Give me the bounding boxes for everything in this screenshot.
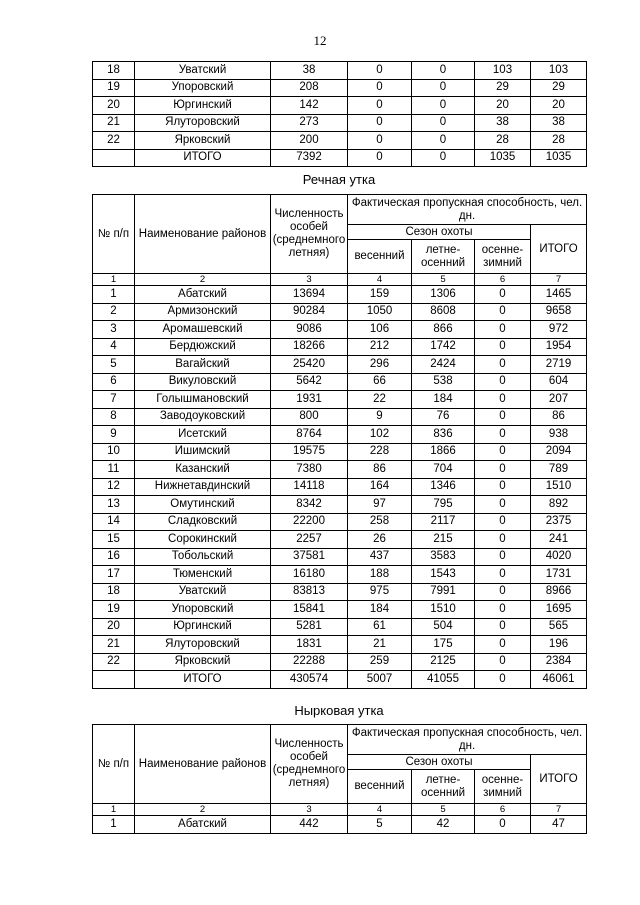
cell-summer-autumn: 2117: [412, 513, 475, 531]
cell-spring: 0: [348, 97, 412, 115]
cell-total: 2094: [531, 443, 587, 461]
table-row: [93, 478, 587, 496]
cell-autumn-winter: 29: [475, 79, 531, 97]
cell-autumn-winter: 28: [475, 132, 531, 150]
cell-autumn-winter: 0: [475, 373, 531, 391]
cell-district: Аромашевский: [135, 321, 271, 339]
cell-num: 18: [93, 583, 135, 601]
header-num: № п/п: [93, 725, 135, 804]
cell-summer-autumn: 866: [412, 321, 475, 339]
cell-spring: 5007: [348, 671, 412, 689]
col-number: 4: [348, 274, 412, 286]
cell-count: 9086: [271, 321, 348, 339]
cell-district: Ярковский: [135, 653, 271, 671]
cell-district: Армизонский: [135, 303, 271, 321]
cell-summer-autumn: 42: [412, 816, 475, 834]
cell-autumn-winter: 38: [475, 114, 531, 132]
cell-district: Сладковский: [135, 513, 271, 531]
col-number: 5: [412, 274, 475, 286]
cell-num: 19: [93, 601, 135, 619]
table-row: [93, 303, 587, 321]
cell-count: 7392: [271, 149, 348, 167]
cell-autumn-winter: 0: [475, 461, 531, 479]
cell-total: 2719: [531, 356, 587, 374]
cell-summer-autumn: 0: [412, 132, 475, 150]
cell-autumn-winter: 0: [475, 566, 531, 584]
cell-summer-autumn: 1742: [412, 338, 475, 356]
cell-num: [93, 149, 135, 167]
table-row: [93, 79, 587, 97]
col-number: 6: [475, 274, 531, 286]
cell-autumn-winter: 0: [475, 356, 531, 374]
col-number: 6: [475, 804, 531, 816]
cell-total: 1695: [531, 601, 587, 619]
cell-total: 29: [531, 79, 587, 97]
cell-count: 442: [271, 816, 348, 834]
cell-district: Ишимский: [135, 443, 271, 461]
cell-spring: 106: [348, 321, 412, 339]
cell-summer-autumn: 76: [412, 408, 475, 426]
cell-autumn-winter: 0: [475, 391, 531, 409]
cell-count: 38: [271, 62, 348, 80]
cell-spring: 66: [348, 373, 412, 391]
cell-summer-autumn: 7991: [412, 583, 475, 601]
cell-summer-autumn: 1543: [412, 566, 475, 584]
table-row: [93, 321, 587, 339]
cell-count: 2257: [271, 531, 348, 549]
cell-autumn-winter: 0: [475, 338, 531, 356]
cell-total: 565: [531, 618, 587, 636]
cell-district: ИТОГО: [135, 671, 271, 689]
col-number: 5: [412, 804, 475, 816]
cell-spring: 975: [348, 583, 412, 601]
cell-spring: 0: [348, 149, 412, 167]
cell-total: 8966: [531, 583, 587, 601]
table-row: [93, 816, 587, 834]
cell-autumn-winter: 0: [475, 478, 531, 496]
cell-summer-autumn: 0: [412, 97, 475, 115]
cell-spring: 9: [348, 408, 412, 426]
cell-spring: 184: [348, 601, 412, 619]
cell-district: Абатский: [135, 286, 271, 304]
cell-spring: 0: [348, 79, 412, 97]
section-title-river-duck: Речная утка: [302, 172, 376, 187]
header-spring: весенний: [348, 240, 412, 274]
cell-spring: 102: [348, 426, 412, 444]
cell-count: 430574: [271, 671, 348, 689]
cell-total: 4020: [531, 548, 587, 566]
cell-total: 1954: [531, 338, 587, 356]
cell-spring: 0: [348, 62, 412, 80]
cell-num: 13: [93, 496, 135, 514]
cell-autumn-winter: 0: [475, 531, 531, 549]
cell-district: Нижнетавдинский: [135, 478, 271, 496]
cell-spring: 296: [348, 356, 412, 374]
cell-summer-autumn: 1510: [412, 601, 475, 619]
table-row: [93, 391, 587, 409]
cell-district: Викуловский: [135, 373, 271, 391]
cell-num: 1: [93, 286, 135, 304]
table-row: [93, 286, 587, 304]
cell-total: 938: [531, 426, 587, 444]
cell-total: 207: [531, 391, 587, 409]
cell-autumn-winter: 0: [475, 286, 531, 304]
cell-spring: 0: [348, 114, 412, 132]
col-number: 3: [271, 274, 348, 286]
header-name: Наименование районов: [135, 725, 271, 804]
cell-total: 38: [531, 114, 587, 132]
cell-total: 86: [531, 408, 587, 426]
cell-num: 21: [93, 114, 135, 132]
cell-autumn-winter: 0: [475, 816, 531, 834]
cell-spring: 437: [348, 548, 412, 566]
column-numbers-row: [93, 274, 587, 286]
cell-count: 13694: [271, 286, 348, 304]
cell-district: Ярковский: [135, 132, 271, 150]
table-row: [93, 601, 587, 619]
cell-count: 273: [271, 114, 348, 132]
table-row: [93, 618, 587, 636]
cell-summer-autumn: 2125: [412, 653, 475, 671]
table-row: [93, 97, 587, 115]
cell-district: Уватский: [135, 583, 271, 601]
cell-num: 3: [93, 321, 135, 339]
cell-count: 22200: [271, 513, 348, 531]
cell-count: 19575: [271, 443, 348, 461]
total-row: [93, 671, 587, 689]
table-row: [93, 513, 587, 531]
header-capacity: Фактическая пропускная способность, чел. дн.: [348, 725, 587, 755]
cell-autumn-winter: 103: [475, 62, 531, 80]
cell-summer-autumn: 704: [412, 461, 475, 479]
cell-num: 22: [93, 132, 135, 150]
cell-num: 7: [93, 391, 135, 409]
cell-summer-autumn: 1346: [412, 478, 475, 496]
col-number: 1: [93, 804, 135, 816]
cell-num: 8: [93, 408, 135, 426]
cell-district: Вагайский: [135, 356, 271, 374]
cell-spring: 0: [348, 132, 412, 150]
cell-num: 11: [93, 461, 135, 479]
cell-num: 12: [93, 478, 135, 496]
cell-num: 16: [93, 548, 135, 566]
col-number: 7: [531, 804, 587, 816]
cell-num: 17: [93, 566, 135, 584]
header-name: Наименование районов: [135, 195, 271, 274]
cell-num: 19: [93, 79, 135, 97]
cell-total: 47: [531, 816, 587, 834]
cell-district: ИТОГО: [135, 149, 271, 167]
cell-summer-autumn: 41055: [412, 671, 475, 689]
cell-count: 200: [271, 132, 348, 150]
cell-num: 21: [93, 636, 135, 654]
cell-total: 789: [531, 461, 587, 479]
cell-district: Абатский: [135, 816, 271, 834]
cell-summer-autumn: 795: [412, 496, 475, 514]
cell-num: 20: [93, 618, 135, 636]
header-num: № п/п: [93, 195, 135, 274]
cell-summer-autumn: 8608: [412, 303, 475, 321]
cell-total: 892: [531, 496, 587, 514]
header-summer-autumn: летне- осенний: [412, 770, 475, 804]
cell-summer-autumn: 538: [412, 373, 475, 391]
table-row: [93, 373, 587, 391]
cell-district: Упоровский: [135, 79, 271, 97]
cell-autumn-winter: 20: [475, 97, 531, 115]
cell-district: Сорокинский: [135, 531, 271, 549]
cell-num: 4: [93, 338, 135, 356]
table-row: [93, 408, 587, 426]
cell-count: 90284: [271, 303, 348, 321]
cell-district: Ялуторовский: [135, 636, 271, 654]
cell-count: 1831: [271, 636, 348, 654]
cell-count: 208: [271, 79, 348, 97]
header-autumn-winter: осенне- зимний: [475, 770, 531, 804]
table-row: [93, 496, 587, 514]
table-row: [93, 653, 587, 671]
cell-total: 972: [531, 321, 587, 339]
cell-total: 1465: [531, 286, 587, 304]
cell-autumn-winter: 0: [475, 601, 531, 619]
cell-district: Ялуторовский: [135, 114, 271, 132]
cell-total: 9658: [531, 303, 587, 321]
cell-spring: 259: [348, 653, 412, 671]
cell-spring: 212: [348, 338, 412, 356]
cell-autumn-winter: 0: [475, 653, 531, 671]
cell-district: Бердюжский: [135, 338, 271, 356]
cell-autumn-winter: 0: [475, 671, 531, 689]
total-row: [93, 149, 587, 167]
table-row: [93, 426, 587, 444]
table-row: [93, 132, 587, 150]
table-row: [93, 461, 587, 479]
cell-count: 37581: [271, 548, 348, 566]
cell-count: 22288: [271, 653, 348, 671]
cell-total: 28: [531, 132, 587, 150]
cell-num: 2: [93, 303, 135, 321]
table-row: [93, 356, 587, 374]
cell-count: 8764: [271, 426, 348, 444]
cell-num: 22: [93, 653, 135, 671]
cell-spring: 258: [348, 513, 412, 531]
cell-autumn-winter: 0: [475, 548, 531, 566]
cell-summer-autumn: 0: [412, 114, 475, 132]
cell-summer-autumn: 0: [412, 79, 475, 97]
cell-count: 15841: [271, 601, 348, 619]
cell-count: 5642: [271, 373, 348, 391]
cell-count: 7380: [271, 461, 348, 479]
col-number: 1: [93, 274, 135, 286]
river-duck-table: [92, 194, 587, 689]
header-season: Сезон охоты: [348, 225, 531, 240]
cell-spring: 228: [348, 443, 412, 461]
cell-count: 18266: [271, 338, 348, 356]
cell-summer-autumn: 215: [412, 531, 475, 549]
cell-spring: 5: [348, 816, 412, 834]
cell-district: Тобольский: [135, 548, 271, 566]
cell-total: 2384: [531, 653, 587, 671]
cell-autumn-winter: 0: [475, 321, 531, 339]
cell-autumn-winter: 0: [475, 303, 531, 321]
col-number: 7: [531, 274, 587, 286]
cell-district: Омутинский: [135, 496, 271, 514]
cell-total: 241: [531, 531, 587, 549]
header-summer-autumn: летне- осенний: [412, 240, 475, 274]
cell-count: 8342: [271, 496, 348, 514]
header-total: ИТОГО: [531, 755, 587, 804]
cell-count: 5281: [271, 618, 348, 636]
cell-spring: 21: [348, 636, 412, 654]
header-spring: весенний: [348, 770, 412, 804]
cell-total: 196: [531, 636, 587, 654]
cell-autumn-winter: 1035: [475, 149, 531, 167]
table-row: [93, 62, 587, 80]
table-row: [93, 443, 587, 461]
cell-autumn-winter: 0: [475, 513, 531, 531]
header-count: Численность особей (среднемного летняя): [271, 195, 348, 274]
cell-num: 15: [93, 531, 135, 549]
cell-district: Заводоуковский: [135, 408, 271, 426]
cell-district: Голышмановский: [135, 391, 271, 409]
cell-count: 142: [271, 97, 348, 115]
col-number: 2: [135, 274, 271, 286]
table-row: [93, 548, 587, 566]
table-row: [93, 636, 587, 654]
cell-num: 1: [93, 816, 135, 834]
cell-autumn-winter: 0: [475, 583, 531, 601]
cell-num: [93, 671, 135, 689]
cell-district: Исетский: [135, 426, 271, 444]
cell-autumn-winter: 0: [475, 426, 531, 444]
cell-district: Юргинский: [135, 97, 271, 115]
cell-spring: 61: [348, 618, 412, 636]
cell-total: 604: [531, 373, 587, 391]
col-number: 3: [271, 804, 348, 816]
cell-num: 6: [93, 373, 135, 391]
cell-summer-autumn: 3583: [412, 548, 475, 566]
section-title-diving-duck: Нырковая утка: [294, 703, 384, 718]
table-row: [93, 338, 587, 356]
header-season: Сезон охоты: [348, 755, 531, 770]
column-numbers-row: [93, 804, 587, 816]
cell-total: 20: [531, 97, 587, 115]
page-number: 12: [313, 33, 327, 48]
cell-summer-autumn: 1866: [412, 443, 475, 461]
table-row: [93, 566, 587, 584]
cell-count: 1931: [271, 391, 348, 409]
cell-summer-autumn: 184: [412, 391, 475, 409]
cell-spring: 1050: [348, 303, 412, 321]
cell-total: 1035: [531, 149, 587, 167]
cell-autumn-winter: 0: [475, 496, 531, 514]
header-autumn-winter: осенне- зимний: [475, 240, 531, 274]
cell-spring: 97: [348, 496, 412, 514]
cell-num: 18: [93, 62, 135, 80]
cell-summer-autumn: 836: [412, 426, 475, 444]
cell-total: 2375: [531, 513, 587, 531]
diving-duck-table: [92, 724, 587, 834]
cell-district: Казанский: [135, 461, 271, 479]
cell-spring: 26: [348, 531, 412, 549]
cell-autumn-winter: 0: [475, 636, 531, 654]
top-table-continuation: [92, 61, 587, 167]
cell-num: 5: [93, 356, 135, 374]
cell-district: Юргинский: [135, 618, 271, 636]
table-row: [93, 583, 587, 601]
cell-spring: 86: [348, 461, 412, 479]
header-capacity: Фактическая пропускная способность, чел. дн.: [348, 195, 587, 225]
cell-count: 14118: [271, 478, 348, 496]
cell-num: 9: [93, 426, 135, 444]
cell-district: Упоровский: [135, 601, 271, 619]
col-number: 2: [135, 804, 271, 816]
header-total: ИТОГО: [531, 225, 587, 274]
cell-num: 10: [93, 443, 135, 461]
cell-summer-autumn: 2424: [412, 356, 475, 374]
col-number: 4: [348, 804, 412, 816]
cell-count: 800: [271, 408, 348, 426]
cell-autumn-winter: 0: [475, 618, 531, 636]
cell-count: 83813: [271, 583, 348, 601]
cell-summer-autumn: 0: [412, 62, 475, 80]
cell-num: 20: [93, 97, 135, 115]
cell-autumn-winter: 0: [475, 408, 531, 426]
cell-autumn-winter: 0: [475, 443, 531, 461]
cell-spring: 164: [348, 478, 412, 496]
table-row: [93, 114, 587, 132]
cell-total: 1510: [531, 478, 587, 496]
cell-summer-autumn: 175: [412, 636, 475, 654]
cell-spring: 159: [348, 286, 412, 304]
cell-total: 46061: [531, 671, 587, 689]
cell-district: Уватский: [135, 62, 271, 80]
cell-district: Тюменский: [135, 566, 271, 584]
cell-spring: 188: [348, 566, 412, 584]
table-row: [93, 531, 587, 549]
cell-summer-autumn: 1306: [412, 286, 475, 304]
cell-spring: 22: [348, 391, 412, 409]
cell-total: 103: [531, 62, 587, 80]
cell-summer-autumn: 0: [412, 149, 475, 167]
cell-num: 14: [93, 513, 135, 531]
cell-total: 1731: [531, 566, 587, 584]
cell-count: 25420: [271, 356, 348, 374]
cell-summer-autumn: 504: [412, 618, 475, 636]
header-count: Численность особей (среднемного летняя): [271, 725, 348, 804]
cell-count: 16180: [271, 566, 348, 584]
